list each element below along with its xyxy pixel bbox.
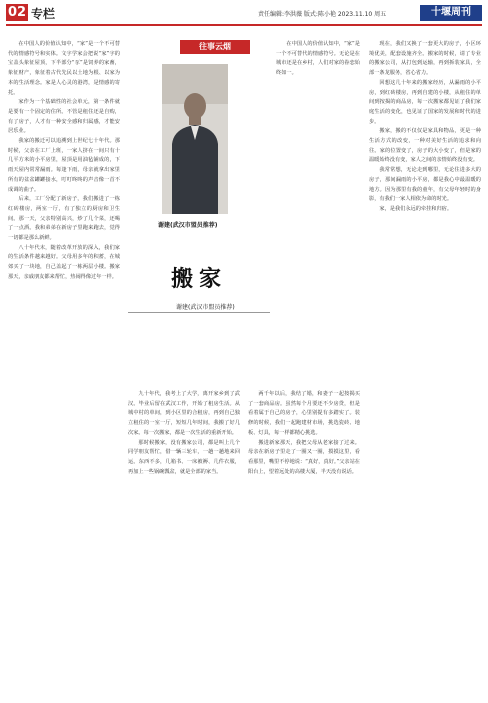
newspaper-brand: 十堰周刊	[420, 5, 482, 21]
portrait-icon	[162, 64, 228, 214]
body-paragraph: 回想这几十年来的搬家经历，从漏雨的小平房，到红砖楼房，再到自建的小楼，从租住的单间到按揭的商品房，每一次搬家都见证了我们家庭生活的变化，也见证了国家的发展和时代的进步。	[369, 79, 481, 125]
article-title: 搬家	[170, 267, 227, 292]
body-paragraph: 九十年代，我考上了大学，离开家乡到了武汉。毕业后留在武汉工作，开始了租房生活。从城中村的单间，到小区里的合租房，再到自己独立租住的一室一厅，短短几年时间，我搬了好几次家。每一次搬家，都是一次生活的重新开始。	[128, 391, 240, 436]
body-paragraph: 我常常想，无论走到哪里，无论住进多大的房子，那间漏雨的小平房，都是我心中最温暖的地方。因为那里有我的童年，有父母年轻时的身影，有我们一家人相依为命的时光。	[369, 167, 481, 203]
page-header	[0, 0, 488, 26]
body-paragraph: 那时候搬家，没有搬家公司，都是叫上几个同学朋友帮忙，借一辆三轮车，一趟一趟地来回运。东西不多，几箱书、一床被褥、几件衣服，再加上一些锅碗瓢盆，就是全部的家当。	[128, 439, 240, 475]
body-paragraph: 后来，工厂分配了新房子，我们搬进了一栋红砖楼房，两室一厅，有了独立的厨房和卫生间。那一天，父亲特别高兴，炒了几个菜，还喝了一点酒。我和弟弟在新房子里跑来跑去，觉得一切都是那么新鲜。	[8, 196, 120, 242]
section-name: 专栏	[31, 7, 56, 21]
article-column-2	[128, 390, 240, 695]
photo-caption: 谢建(武汉市盟员推荐)	[158, 222, 218, 229]
body-paragraph: 搬进新家那天，我把父母从老家接了过来。母亲在新房子里走了一圈又一圈，摸摸这里，看看那里，嘴里不停地说：“真好，真好。”父亲站在阳台上，望着远处的高楼大厦，半天没有说话。	[248, 439, 360, 475]
body-paragraph: 八十年代末，随着改革开放的深入，我们家的生活条件越来越好。父母用多年的积蓄，在城郊买了一块地，自己盖起了一栋两层小楼。搬家那天，亲戚朋友都来帮忙，热闹得像过年一样。	[8, 244, 120, 280]
body-paragraph: 现在，我们又换了一套更大的房子，小区环境优美，配套设施齐全。搬家的时候，请了专业的搬家公司，从打包到运输，再到拆装家具，全部一条龙服务，省心省力。	[369, 41, 481, 77]
editor-meta: 责任编辑:李洪薇 版式:陈小艳 2023.11.10 周五	[258, 11, 387, 18]
body-paragraph: 我家的搬迁可以追溯到上世纪七十年代。那时候，父亲在工厂上班，一家人挤在一间只有十几平方米的小平房里，屋顶是用油毡铺成的，下雨天屋内常常漏雨。每逢下雨，母亲就拿出家里所有的盆盆罐罐接水，叮叮咚咚的声音像一首不成调的曲子。	[8, 138, 120, 193]
body-paragraph: 家作为一个基础性的社会单元，第一条件就是要有一个固定的住所。不管是租住还是自购，有了房子，人才有一种安全感和归属感，才能安居乐业。	[8, 99, 120, 135]
header-rule	[6, 24, 482, 26]
column-tag: 往事云烟	[180, 40, 250, 54]
feature-block	[128, 40, 360, 382]
feature-intro	[276, 40, 360, 382]
intro-paragraph: 在中国人的价值认知中，“家”是一个不可替代的情感符号。无论是在城市还是在乡村，人们对家的眷恋始终如一。	[276, 41, 360, 77]
body-paragraph: 搬家，搬的不仅仅是家具和物品，更是一种生活方式的改变，一种对美好生活的追求和向往。家的位置变了，房子的大小变了，但是家的温暖始终没有变，家人之间的亲情始终没有变。	[369, 128, 481, 164]
article-column-4	[369, 40, 481, 695]
article-column-3	[248, 390, 360, 695]
article-author: 谢建(武汉市盟员推荐)	[176, 304, 235, 311]
body-paragraph: 两千年以后，我结了婚，和妻子一起按揭买了一套商品房。虽然每个月要还不少房贷，但是看着属于自己的房子，心里别提有多踏实了。装修的时候，我们一起跑建材市场，挑选瓷砖、地板、灯具，每一样都精心挑选。	[248, 391, 360, 436]
body-paragraph: 在中国人的价值认知中，“家”是一个不可替代的情感符号和实体。文字学家会把说“家”字的宝盖头象征屋顶，下半部分“豕”是饲养的家畜，象征财产，象征着古代先民以土地为根、以家为本的生活理念。家是人心灵的港湾，是情感的寄托。	[8, 41, 120, 96]
author-photo	[162, 64, 228, 214]
body-paragraph: 家，是我们永远的牵挂和归宿。	[379, 205, 453, 212]
article-column-1	[8, 40, 120, 695]
page-number: 02	[7, 5, 27, 20]
title-rule	[128, 312, 270, 313]
